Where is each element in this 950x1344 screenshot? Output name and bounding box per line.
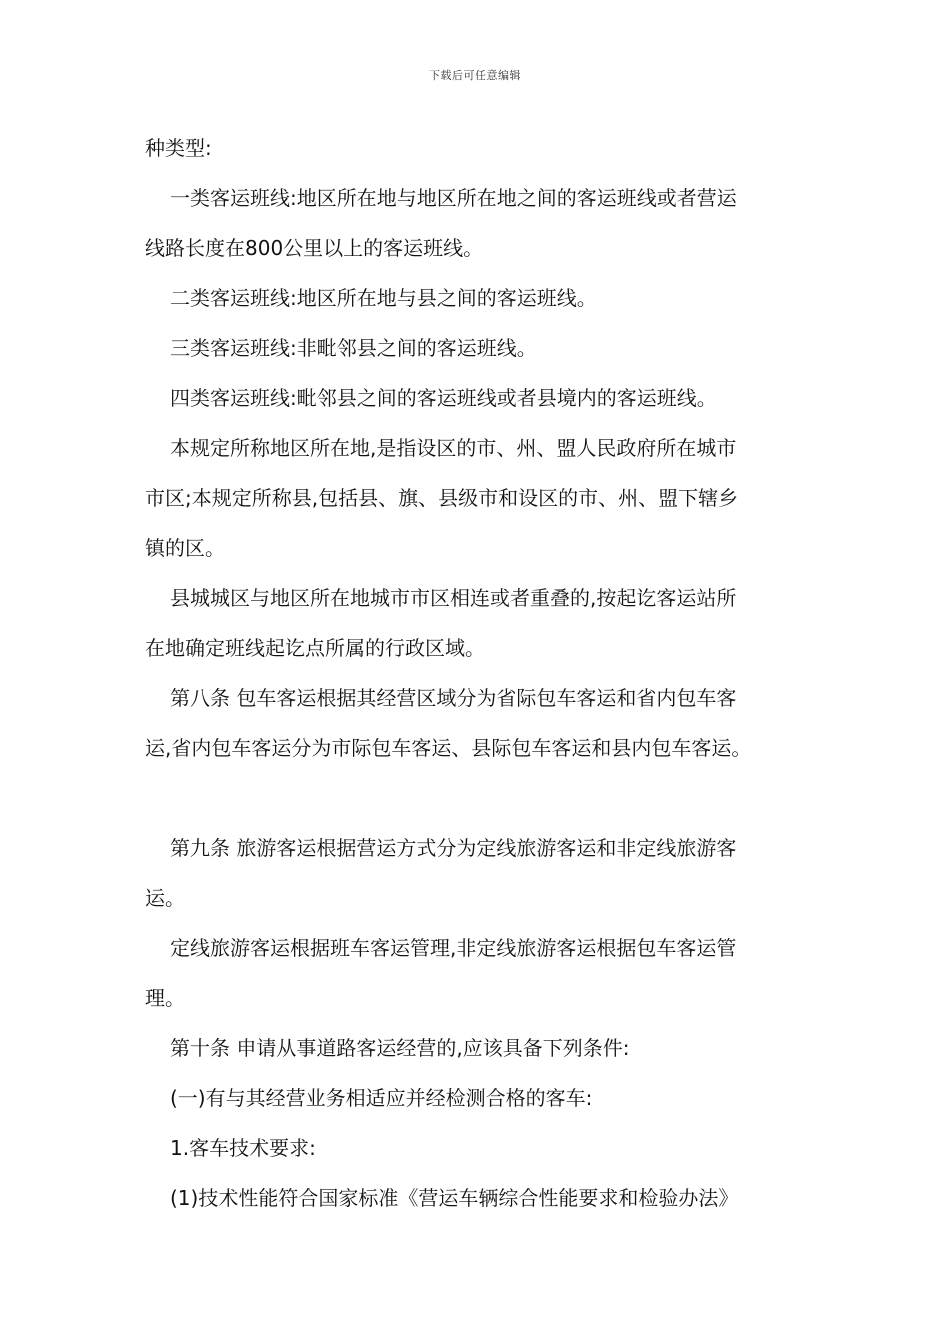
text-line: (一)有与其经营业务相适应并经检测合格的客车: bbox=[170, 1086, 593, 1110]
text-line: 县城城区与地区所在地城市市区相连或者重叠的,按起讫客运站所 bbox=[170, 586, 737, 610]
text-line: 1.客车技术要求: bbox=[170, 1136, 316, 1160]
text-line: 市区;本规定所称县,包括县、旗、县级市和设区的市、州、盟下辖乡 bbox=[145, 486, 739, 510]
text-line: 三类客运班线:非毗邻县之间的客运班线。 bbox=[170, 336, 537, 360]
text-line: 在地确定班线起讫点所属的行政区域。 bbox=[145, 636, 485, 660]
text-line: 第八条 包车客运根据其经营区域分为省际包车客运和省内包车客 bbox=[170, 686, 737, 710]
paragraph-gap bbox=[145, 780, 817, 830]
text-line: 线路长度在800公里以上的客运班线。 bbox=[145, 236, 484, 260]
text-line: 理。 bbox=[145, 986, 185, 1010]
text-line: (1)技术性能符合国家标准《营运车辆综合性能要求和检验办法》 bbox=[170, 1186, 739, 1210]
text-line: 第九条 旅游客运根据营运方式分为定线旅游客运和非定线旅游客 bbox=[170, 836, 737, 860]
text-line: 本规定所称地区所在地,是指设区的市、州、盟人民政府所在城市 bbox=[170, 436, 737, 460]
text-line: 运。 bbox=[145, 886, 185, 910]
text-line: 四类客运班线:毗邻县之间的客运班线或者县境内的客运班线。 bbox=[170, 386, 717, 410]
text-line: 二类客运班线:地区所在地与县之间的客运班线。 bbox=[170, 286, 597, 310]
text-line: 种类型: bbox=[145, 136, 212, 160]
text-line: 镇的区。 bbox=[145, 536, 225, 560]
document-body bbox=[145, 130, 817, 1230]
page-header: 下载后可任意编辑 bbox=[429, 69, 521, 82]
text-line: 运,省内包车客运分为市际包车客运、县际包车客运和县内包车客运。 bbox=[145, 736, 752, 760]
text-line: 一类客运班线:地区所在地与地区所在地之间的客运班线或者营运 bbox=[170, 186, 737, 210]
text-line: 定线旅游客运根据班车客运管理,非定线旅游客运根据包车客运管 bbox=[170, 936, 737, 960]
text-line: 第十条 申请从事道路客运经营的,应该具备下列条件: bbox=[170, 1036, 630, 1060]
